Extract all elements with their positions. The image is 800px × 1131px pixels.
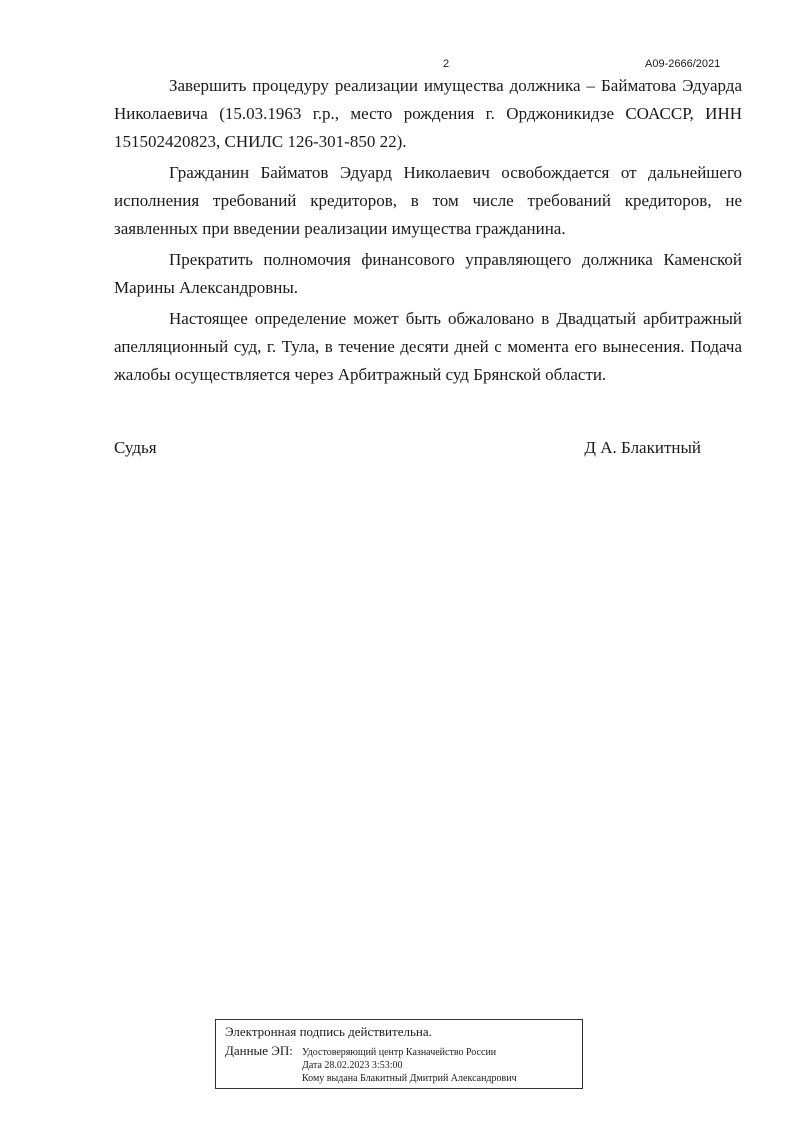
paragraph-terminate-powers: Прекратить полномочия финансового управляющего должника Каменской Марины Александровны. <box>114 250 742 297</box>
case-number: А09-2666/2021 <box>645 58 721 70</box>
e-signature-label: Данные ЭП: <box>225 1043 293 1058</box>
judge-role: Судья <box>114 438 157 457</box>
page-number: 2 <box>443 58 450 70</box>
e-signature-box <box>215 1019 583 1089</box>
paragraph-release-from-obligations: Гражданин Байматов Эдуард Николаевич освобождается от дальнейшего исполнения требований кредиторов, в том числе требований кредиторов, не заявленных при введении реализации имущества гражданина. <box>114 163 742 238</box>
paragraph-complete-procedure: Завершить процедуру реализации имущества должника – Байматова Эдуарда Николаевича (15.03.1963 г.р., место рождения г. Орджоникидзе СОАССР, ИНН 151502420823, СНИЛС 126-301-850 22). <box>114 76 742 151</box>
e-signature-issuer: Удостоверяющий центр Казначейство России <box>302 1047 497 1058</box>
judge-name: Д А. Блакитный <box>584 438 701 457</box>
e-signature-data-row <box>225 1043 582 1085</box>
e-signature-date: Дата 28.02.2023 3:53:00 <box>302 1060 403 1071</box>
paragraph-appeal: Настоящее определение может быть обжаловано в Двадцатый арбитражный апелляционный суд, г. Тула, в течение десяти дней с момента его вынесения. Подача жалобы осуществляется через Арбитражный суд Брянской области. <box>114 309 742 384</box>
e-signature-title: Электронная подпись действительна. <box>225 1024 432 1039</box>
document-body <box>114 72 742 392</box>
e-signature-details <box>302 1043 517 1085</box>
e-signature-issued-to: Кому выдана Блакитный Дмитрий Александрович <box>302 1073 517 1084</box>
signature-block <box>114 436 701 460</box>
